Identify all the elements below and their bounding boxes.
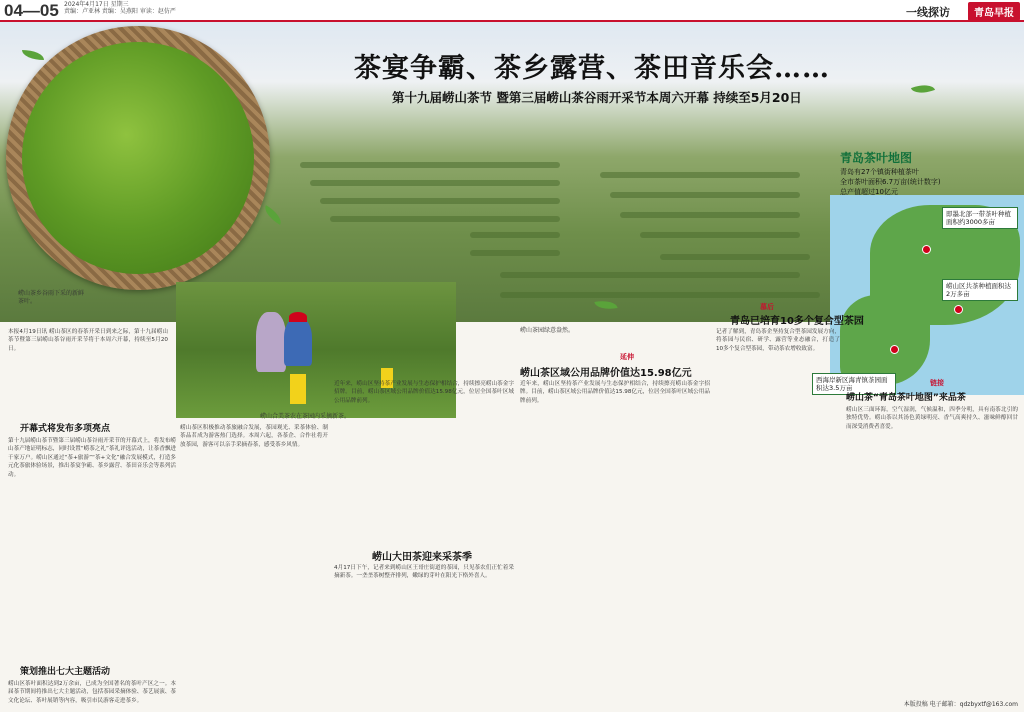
map-label-west-coast: 西海岸新区海青镇茶园面积达3.5万亩 [812,373,896,395]
body-text-7: 记者了解到，青岛茶企坚持复合型茶园发展方向，将茶园与民宿、研学、露营等业态融合，打造了10多个复合型茶园，带动茶农增收致富。 [716,329,840,352]
terrace-row [300,162,560,168]
picker-figure [256,312,286,372]
terrace-row [470,232,560,238]
issue-date: 2024年4月17日 星期三 [64,1,129,8]
picker-figure [284,318,312,366]
brand-logo: 青岛早报 [968,2,1020,21]
kicker-link: 链接 [930,379,944,387]
body-text-8: 崂山区三面环海，空气湿润，气候温和，四季分明，具有南茶北引的独特优势。崂山茶以其汤色黄绿明亮、香气高爽持久、滋味鲜醇回甘而深受消费者喜爱。 [846,407,1018,430]
terrace-row [500,292,820,298]
terrace-row [620,212,800,218]
map-stat-towns: 青岛有27个镇街种植茶叶 [840,168,919,176]
tea-leaves [22,42,254,274]
body-text-5: 4月17日下午，记者来到崂山区王哥庄街道的茶园，只见茶农们正忙着采摘新茶。一垄垄茶树整齐排列，嫩绿的芽叶在阳光下格外喜人。 [334,565,514,580]
yellow-bag [290,374,306,404]
terrace-row [660,254,810,260]
terrace-row [320,198,560,204]
terrace-row [600,172,800,178]
map-title: 青岛茶叶地图 [840,151,913,165]
article-title-brand-value: 崂山茶区域公用品牌价值达15.98亿元 [520,368,692,379]
article-title-map-tea: 崂山茶“青岛茶叶地图”来品茶 [846,393,966,403]
tea-basket-photo [6,26,270,290]
editors-line: 责编：卢亚林 责编：吴燕阳 审读：赵仿严 [64,8,176,15]
kicker-extension: 延伸 [620,353,634,361]
header-bar [0,0,1024,22]
article-title-gardens: 青岛已培育10多个复合型茶园 [730,316,864,327]
footer-note: 本版投稿 电子邮箱：qdzbyxtf@163.com [903,701,1018,708]
map-land [840,295,930,385]
terrace-row [610,192,800,198]
map-marker [890,345,899,354]
map-marker [922,245,931,254]
map-stat-value: 总产值超过10亿元 [840,188,898,196]
body-text-3: 崂山茶区积极推动茶旅融合发展，茶园观光、采茶体验、制茶品茗成为游客热门选择。本周六起，各茶企、合作社将开放茶园，游客可以亲手采摘春茶，感受茶乡风情。 [180,425,328,448]
lead-paragraph: 本报4月19日讯 崂山茶区的春茶开采日到来之际，第十九届崂山茶节暨第三届崂山茶谷雨开采节将于本周六开幕，持续至5月20日。 [8,329,168,352]
map-label-jimo: 即墨北部一带茶叶种植面积约3000多亩 [942,207,1018,229]
pickers-caption: 崂山合美茶农在茶园内采摘新茶。 [260,413,351,420]
date-line [64,1,264,15]
tea-garden-caption: 崂山茶园绿意盎然。 [520,327,575,334]
map-label-laoshan: 崂山区共茶种植面积达2万多亩 [942,279,1018,301]
terrace-row [470,250,560,256]
kicker-behind-scenes: 慕后 [760,303,774,311]
terrace-row [330,216,560,222]
body-text-6: 近年来，崂山区坚持茶产业发展与生态保护相结合，持续擦亮崂山茶金字招牌。目前，崂山茶区域公用品牌价值达15.98亿元，位居全国茶叶区域公用品牌前列。 [520,381,710,404]
body-text-4: 近年来，崂山区坚持茶产业发展与生态保护相结合，持续擦亮崂山茶金字招牌。目前，崂山茶区域公用品牌价值达15.98亿元，位居全国茶叶区域公用品牌前列。 [334,381,514,404]
red-cap [289,312,307,322]
main-headline: 茶宴争霸、茶乡露营、茶田音乐会…… [354,53,830,84]
section-title: 一线探访 [906,6,950,19]
terrace-row [500,272,800,278]
map-stats [840,167,990,197]
body-text-1: 第十九届崂山茶节暨第三届崂山茶谷雨开采节的开幕式上，将发布崂山茶产地证明标志，同时设置“崂茶之礼”茶礼评选活动，让茶香飘进千家万户。崂山区通过“茶+旅游”“茶+文化”融合发展模式，打造多元化茶旅体验场景，推出茶宴争霸、茶乡露营、茶田音乐会等系列活动。 [8,438,176,478]
map-marker [954,305,963,314]
tea-map-infographic [816,145,1024,395]
map-stat-area: 全市茶叶面积6.7万亩(统计数字) [840,178,941,186]
page-number: 04—05 [4,1,59,20]
basket-caption: 崂山茶乡谷雨下采的新鲜茶叶。 [18,290,85,305]
terrace-row [640,232,800,238]
section-heading-2: 策划推出七大主题活动 [20,667,111,677]
section-heading-1: 开幕式将发布多项亮点 [20,424,111,434]
sub-headline: 第十九届崂山茶节 暨第三届崂山茶谷雨开采节本周六开幕 持续至5月20日 [392,90,802,105]
terrace-row [310,180,560,186]
article-title-harvest: 崂山大田茶迎来采茶季 [372,552,472,563]
body-text-2: 崂山区茶叶面积达到2万余亩，已成为全国著名的茶叶产区之一。本届茶节期间将推出七大主题活动，包括茶园采摘体验、茶艺展演、茶文化论坛、茶叶展销等内容，吸引市民游客走进茶乡。 [8,681,176,704]
